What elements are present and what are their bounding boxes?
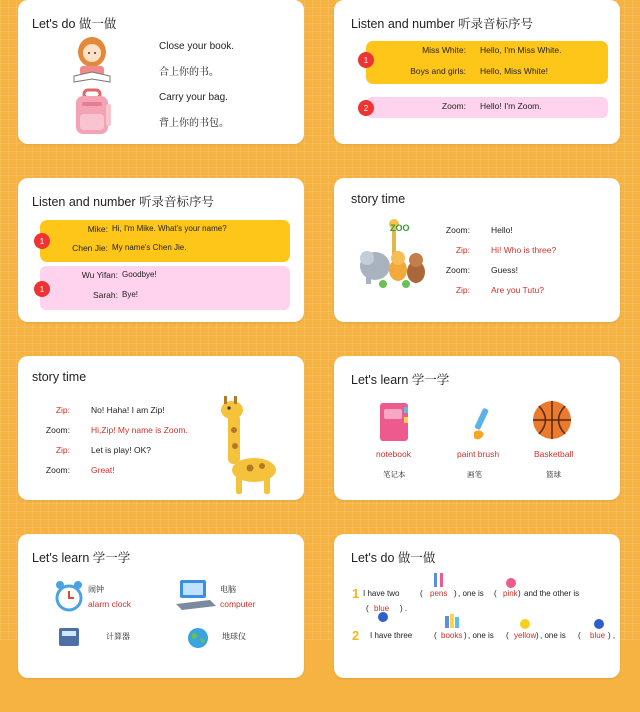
pens-icon (432, 572, 446, 588)
zoo-sign: ZOO (390, 223, 410, 233)
books-icon (444, 614, 462, 628)
slide-title: Let's do 做一做 (32, 17, 117, 31)
item-label-zh: 笔记本 (383, 470, 406, 479)
item-label-zh: 电脑 (220, 585, 236, 594)
slide-lets-do-1 (0, 0, 318, 178)
slide-card (334, 356, 620, 500)
exercise-number: 2 (352, 628, 360, 643)
exercise-text: I have three (370, 631, 413, 640)
exercise-text: , one is (540, 631, 566, 640)
blue-dot-icon (378, 612, 388, 622)
paren: ( (434, 631, 437, 640)
paren: ( (420, 589, 423, 598)
slide-card (334, 534, 620, 678)
item-label-en: Basketball (534, 449, 574, 459)
line-carry-bag-en: Carry your bag. (159, 92, 228, 103)
answer-word: blue (590, 631, 606, 640)
slide-title: Listen and number 听录音标序号 (32, 195, 215, 209)
speaker-line: Are you Tutu? (491, 285, 544, 295)
computer-icon (176, 578, 216, 612)
slide-story-time-1 (318, 178, 636, 356)
speaker-line: Hello, Miss White! (480, 66, 549, 76)
item-label-zh: 画笔 (467, 470, 482, 479)
slide-lets-learn-2 (0, 534, 318, 712)
answer-word: books (441, 631, 463, 640)
paren: ( (366, 604, 369, 613)
item-label-zh: 闹钟 (88, 585, 104, 594)
slide-card (18, 534, 304, 678)
slide-title: Let's learn 学一学 (351, 373, 450, 387)
speaker-name: Mike: (87, 224, 108, 234)
alarm-clock-icon (54, 580, 84, 612)
slide-title: Listen and number 听录音标序号 (351, 17, 534, 31)
speaker-line: Bye! (122, 290, 139, 299)
backpack-icon (72, 88, 114, 136)
speaker-line: Hello! I'm Zoom. (480, 101, 542, 111)
speaker-line: Hi! Who is three? (491, 245, 557, 255)
number-badge: 2 (358, 100, 374, 116)
item-label-en: notebook (376, 449, 411, 459)
speaker-line: Let is play! OK? (91, 445, 152, 455)
speaker-line: Hi,Zip! My name is Zoom. (91, 425, 188, 435)
speaker-line: Great! (91, 465, 115, 475)
slide-listen-number-1 (318, 0, 636, 178)
answer-word: pens (430, 589, 448, 598)
speaker-name: Sarah: (92, 290, 118, 300)
slide-lets-learn-1 (318, 356, 636, 534)
item-label-en: alarm clock (88, 599, 131, 609)
slide-listen-number-2 (0, 178, 318, 356)
item-label-en: computer (220, 599, 256, 609)
speaker-name: Chen Jie: (72, 243, 108, 253)
slide-card (18, 178, 304, 322)
speaker-name: Zip: (455, 245, 470, 255)
number-badge: 1 (358, 52, 374, 68)
paren: ( (578, 631, 581, 640)
slide-card (18, 0, 304, 144)
calculator-icon (58, 627, 80, 647)
speaker-name: Zoom: (45, 465, 70, 475)
slide-card (334, 178, 620, 322)
speaker-line: Goodbye! (122, 270, 157, 279)
speaker-name: Zoom: (445, 265, 470, 275)
speaker-name: Zoom: (445, 225, 470, 235)
speaker-line: Guess! (491, 265, 518, 275)
answer-word: pink (503, 589, 518, 598)
slide-title: story time (32, 370, 87, 384)
paren: ) . (400, 604, 408, 613)
slide-card (334, 0, 620, 144)
speaker-line: Hello, I'm Miss White. (480, 45, 562, 55)
paren: ( (494, 589, 497, 598)
exercise-text: , one is (468, 631, 494, 640)
basketball-icon (532, 400, 572, 440)
speaker-line: Hello! (491, 225, 513, 235)
line-carry-bag-zh: 背上你的书包。 (159, 118, 229, 129)
giraffe-icon (214, 396, 280, 496)
paren: ) (536, 631, 539, 640)
answer-word: blue (374, 604, 390, 613)
speaker-line: Hi, I'm Mike. What's your name? (112, 224, 227, 233)
speaker-name: Boys and girls: (410, 66, 466, 76)
line-close-book-zh: 合上你的书。 (159, 67, 219, 78)
paren: ) (454, 589, 457, 598)
item-label-zh: 篮球 (546, 470, 561, 479)
slide-title: Let's learn 学一学 (32, 551, 131, 565)
paren: ) , (608, 631, 616, 640)
speaker-name: Zip: (55, 405, 70, 415)
exercise-text: I have two (363, 589, 400, 598)
item-label-en: paint brush (457, 449, 500, 459)
paren: ( (506, 631, 509, 640)
exercise-text: and the other is (524, 589, 580, 598)
slide-card (18, 356, 304, 500)
speaker-name: Zip: (55, 445, 70, 455)
paren: ) (464, 631, 467, 640)
speaker-name: Zip: (455, 285, 470, 295)
speaker-name: Zoom: (441, 101, 466, 111)
yellow-dot-icon (520, 619, 530, 629)
slide-lets-do-2 (318, 534, 636, 712)
paren: ) (518, 589, 521, 598)
slide-story-time-2 (0, 356, 318, 534)
speaker-name: Wu Yifan: (81, 270, 118, 280)
speaker-name: Zoom: (45, 425, 70, 435)
blue-dot-icon (594, 619, 604, 629)
item-label-zh: 地球仪 (222, 632, 246, 641)
item-label-zh: 计算器 (106, 632, 130, 641)
number-badge: 1 (34, 281, 50, 297)
girl-reading-icon (70, 34, 114, 84)
slide-title: Let's do 做一做 (351, 551, 436, 565)
line-close-book-en: Close your book. (159, 41, 235, 52)
slide-title: story time (351, 192, 406, 206)
globe-icon (186, 626, 210, 648)
paint-brush-icon (470, 406, 494, 442)
speaker-name: Miss White: (422, 45, 466, 55)
number-badge: 1 (34, 233, 50, 249)
answer-word: yellow (514, 631, 537, 640)
pink-dot-icon (506, 578, 516, 588)
exercise-text: , one is (458, 589, 484, 598)
speaker-line: My name's Chen Jie. (112, 243, 187, 252)
speaker-line: No! Haha! I am Zip! (91, 405, 165, 415)
notebook-icon (378, 401, 410, 443)
exercise-number: 1 (352, 586, 360, 601)
